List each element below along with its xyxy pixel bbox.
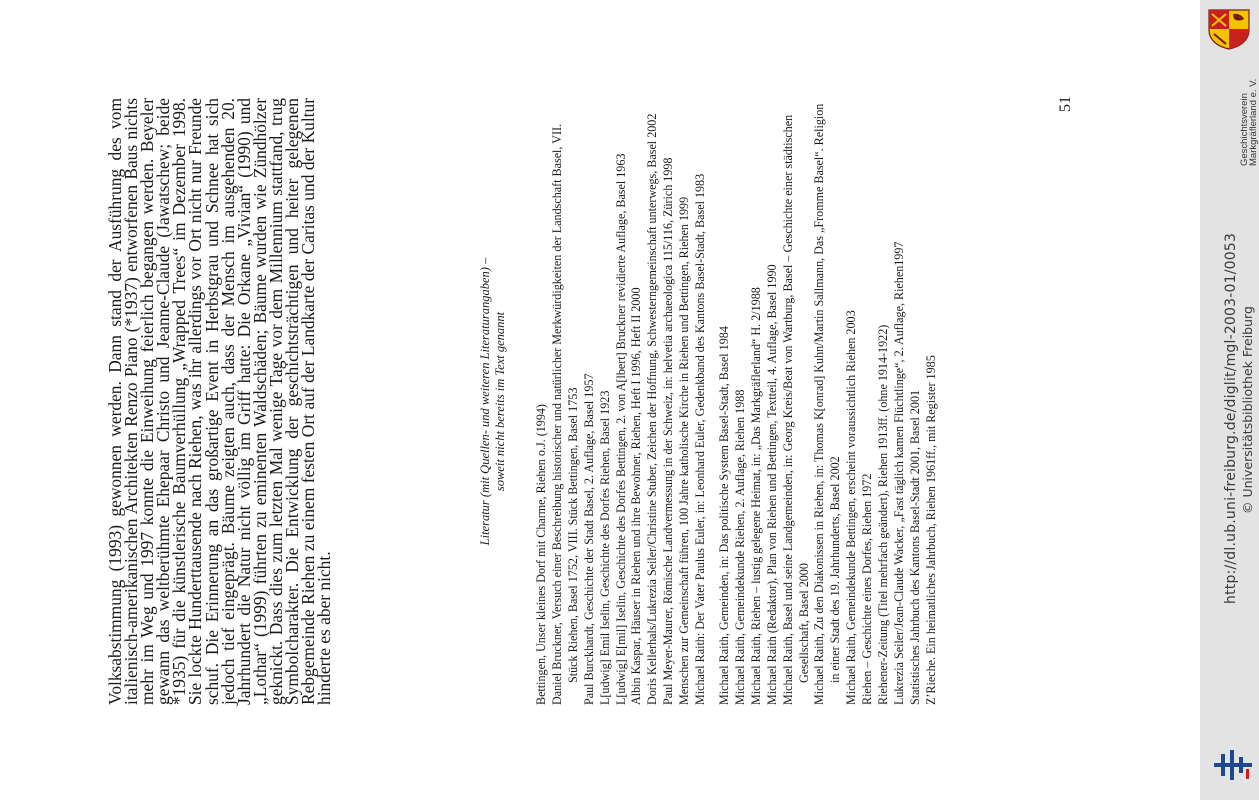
reference-item: Michael Raith, Zu den Diakonissen in Riehen, in: Thomas K[onrad] Kuhn/Martin Sallmann, Das „Fromme Basel“. Religion in einer Stadt des 19. Jahrhunderts, Basel 2002 xyxy=(812,103,843,705)
page-number: 51 xyxy=(1057,96,1074,112)
reference-item: Bettingen, Unser kleines Dorf mit Charme, Riehen o.J. (1994) xyxy=(534,404,548,705)
viewer-sidebar xyxy=(1200,0,1259,800)
reference-spacer xyxy=(709,98,717,705)
reference-item: Lukrezia Seiler/Jean-Claude Wacker, „Fast täglich kamen Flüchtlinge“, 2. Auflage, Riehen1997 xyxy=(891,241,906,705)
reference-item: Menschen zur Gemeinschaft führen, 100 Jahre katholische Kirche in Riehen und Bettingen, Riehen 1999 xyxy=(677,196,692,705)
reference-item: Albin Kaspar, Häuser in Riehen und ihre Bewohner, Riehen, Heft I 1996, Heft II 2000 xyxy=(629,287,644,705)
reference-item: Paul Meyer-Maurer, Römische Landvermessung in der Schweiz, in: helvetia archaeologica 115/116, Zürich 1998 xyxy=(661,157,676,705)
literature-heading-line-1: Literatur (mit Quellen- und weiteren Literaturangaben) – xyxy=(478,257,492,546)
document-url-link[interactable]: http://dl.ub.uni-freiburg.de/diglit/mgl-2003-01/0053 xyxy=(1223,232,1239,604)
reference-item: Michael Raith: Der Vater Paulus Euler, in: Leonhard Euler, Gedenkband des Kantons Basel-Stadt, Basel 1983 xyxy=(693,173,708,705)
literature-heading-line-2: soweit nicht bereits im Text genannt xyxy=(493,311,507,492)
reference-item: L[udwig] Emil Iselin, Geschichte des Dorfes Riehen, Basel 1923 xyxy=(597,390,612,705)
reference-item: Z’Rieche. Ein heimatliches Jahrbuch, Riehen 1961ff., mit Register 1985 xyxy=(923,355,938,705)
reference-item: Michael Raith, Gemeindekunde Bettingen, erscheint voraussichtlich Riehen 2003 xyxy=(844,310,859,705)
reference-list xyxy=(534,98,940,705)
society-name-line-2: Markgräflerland e. V. xyxy=(1248,78,1259,166)
reference-item: Michael Raith, Gemeindekunde Riehen, 2. Auflage, Riehen 1988 xyxy=(732,389,747,705)
society-name-line-1: Geschichtsverein xyxy=(1239,93,1250,166)
reference-item: Michael Raith, Gemeinden, in: Das politische System Basel-Stadt, Basel 1984 xyxy=(716,326,731,705)
reference-item: Riehen – Geschichte eines Dorfes, Riehen 1972 xyxy=(860,473,875,705)
coat-of-arms-icon xyxy=(1206,8,1252,50)
reference-item: Statistisches Jahrbuch des Kantons Basel-Stadt 2001, Basel 2001 xyxy=(907,389,922,705)
university-library-logo-icon xyxy=(1212,748,1254,784)
sidebar-rotated-text xyxy=(1200,0,1259,800)
literature-heading xyxy=(478,98,508,705)
reference-item: Doris Kellerhals/Lukrezia Seiler/Christine Stuber, Zeichen der Hoffnung, Schwesterngemeinschaft unterwegs, Basel 2002 xyxy=(645,113,660,705)
reference-item: Daniel Bruckner, Versuch einer Beschreibung historischer und natürlicher Merkwürdigkeiten der Landschaft Basel, VII. Stück Riehen, Basel 1752, VIII. Stück Bettingen, Basel 1753 xyxy=(549,123,580,705)
reference-item: Michael Raith, Basel und seine Landgemeinden, in: Georg Kreis/Beat von Wartburg, Basel – Geschichte einer städtischen Gesellschaft, Basel 2000 xyxy=(780,114,811,705)
copyright-notice: © Universitätsbibliothek Freiburg xyxy=(1240,306,1255,514)
reference-item: Michael Raith (Redaktor), Plan von Riehen und Bettingen, Textteil, 4. Auflage, Basel 1990 xyxy=(764,264,779,705)
reference-item: L[udwig] E[mil] Iselin, Geschichte des Dorfes Bettingen, 2. von A[lbert] Bruckner revidierte Auflage, Basel 1963 xyxy=(613,153,628,705)
reference-item: Michael Raith, Riehen – lustig gelegene Heimat, in: „Das Markgräflerland“ H. 2/1988 xyxy=(748,287,763,705)
body-paragraph: Volksabstimmung (1993) gewonnen werden. Dann stand der Ausführung des vom italienisch-amerikanischen Architekten Renzo Piano (*1937) entworfenen Baus nichts mehr im Weg und 1997 konnte die Einweihung feierlich begangen werden. Beyeler gewann das weltberühmte Ehepaar Christo und Jeanne-Claude (Jawatschew; beide *1935) für die künstlerische Baumverhüllung „Wrapped Trees“ im Dezember 1998. Sie lockte Hunderttausende nach Riehen, was ihr allerdings vor Ort nicht nur Freunde schuf. Die Erinnerung an das großartige Event in Herbstgrau und Schnee hat sich jedoch tief eingeprägt. Bäume zeigten auch, dass der Mensch im ausgehenden 20. Jahrhundert die Natur nicht völlig im Griff hatte: Die Orkane „Vivian“ (1990) und „Lothar“ (1999) führten zu eminenten Waldschäden; Bäume wurden wie Zündhölzer geknickt. Dass dies zum letzten Mal wenige Tage vor dem Millennium stattfand, trug Symbolcharakter. Die Entwicklung der geschichtsträchtigen und heiter gelegenen Rebgemeinde Riehen zu einem festen Ort auf der Landkarte der Caritas und der Kultur hinderte es aber nicht. xyxy=(105,98,335,705)
reference-item: Paul Burckhardt, Geschichte der Stadt Basel, 2. Auflage, Basel 1957 xyxy=(581,373,596,705)
reference-item: Riehener-Zeitung (Titel mehrfach geändert), Riehen 1913ff. (ohne 1914-1922) xyxy=(876,324,891,705)
